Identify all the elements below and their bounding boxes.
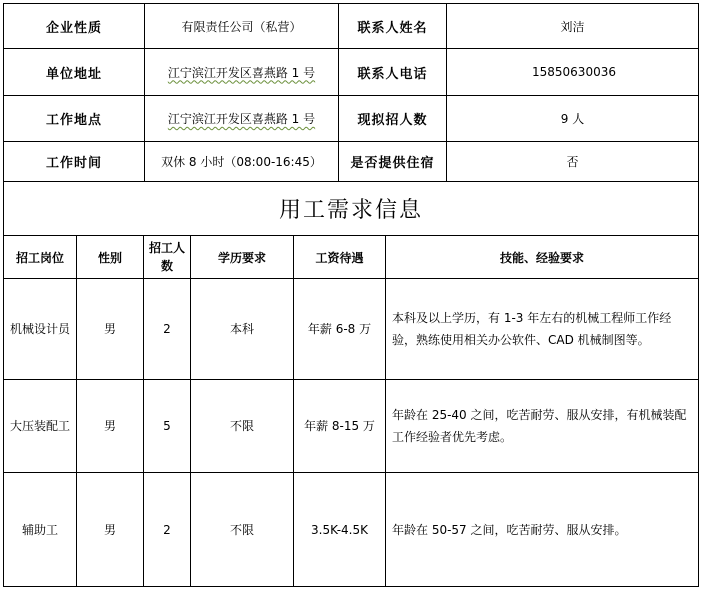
row-2-position: 大压装配工 <box>10 419 71 433</box>
contact-phone-label: 联系人电话 <box>357 66 428 82</box>
header-education: 学历要求 <box>217 250 266 265</box>
row-3-headcount: 2 <box>163 522 171 537</box>
row-1-salary: 年薪 6-8 万 <box>307 322 372 336</box>
row-3-salary: 3.5K-4.5K <box>311 522 368 537</box>
address-value <box>145 49 338 95</box>
row-2-education: 不限 <box>229 419 254 433</box>
row-1-gender: 男 <box>103 322 116 336</box>
contact-phone-value: 15850630036 <box>532 65 616 79</box>
grid-line <box>385 235 386 586</box>
row-2-salary: 年薪 8-15 万 <box>304 419 375 433</box>
header-skills: 技能、经验要求 <box>499 250 584 265</box>
row-2-gender: 男 <box>103 419 116 433</box>
row-1-position: 机械设计员 <box>10 322 71 336</box>
row-3-skills: 年龄在 50-57 之间，吃苦耐劳、服从安排。 <box>392 522 627 537</box>
section-title: 用工需求信息 <box>278 198 423 223</box>
header-headcount: 招工人数 <box>148 241 185 273</box>
row-1-skills: 本科及以上学历，有 1-3 年左右的机械工程师工作经验，熟练使用相关办公软件、CAD 机械制图等。 <box>392 311 672 347</box>
header-gender: 性别 <box>97 250 122 265</box>
grid-line <box>3 586 699 587</box>
work-location-text: 江宁滨江开发区喜燕路 1 号 <box>167 112 316 126</box>
row-2-skills: 年龄在 25-40 之间，吃苦耐劳、服从安排，有机械装配工作经验者优先考虑。 <box>392 408 687 444</box>
planned-hires-value: 9 人 <box>560 112 585 126</box>
row-1-headcount: 2 <box>163 322 171 336</box>
company-nature-label: 企业性质 <box>45 20 102 36</box>
housing-label: 是否提供住宿 <box>350 156 435 171</box>
planned-hires-label: 现拟招人数 <box>357 113 428 128</box>
work-time-value: 双休 8 小时（08:00-16:45） <box>161 155 322 169</box>
header-position: 招工岗位 <box>15 250 64 265</box>
row-2-headcount: 5 <box>163 419 171 433</box>
address-text: 江宁滨江开发区喜燕路 1 号 <box>167 65 316 80</box>
contact-name-label: 联系人姓名 <box>357 20 428 36</box>
row-3-education: 不限 <box>229 522 254 537</box>
address-label: 单位地址 <box>45 66 102 82</box>
grid-line <box>698 3 699 587</box>
work-location-label: 工作地点 <box>45 113 102 128</box>
company-nature-value: 有限责任公司（私营） <box>181 19 302 34</box>
row-1-education: 本科 <box>229 322 254 336</box>
row-3-gender: 男 <box>103 522 116 537</box>
housing-value: 否 <box>566 155 579 169</box>
work-time-label: 工作时间 <box>45 156 102 171</box>
contact-name-value: 刘洁 <box>560 19 585 34</box>
work-location-value <box>145 96 338 141</box>
row-3-position: 辅助工 <box>21 522 58 537</box>
header-salary: 工资待遇 <box>315 250 364 265</box>
